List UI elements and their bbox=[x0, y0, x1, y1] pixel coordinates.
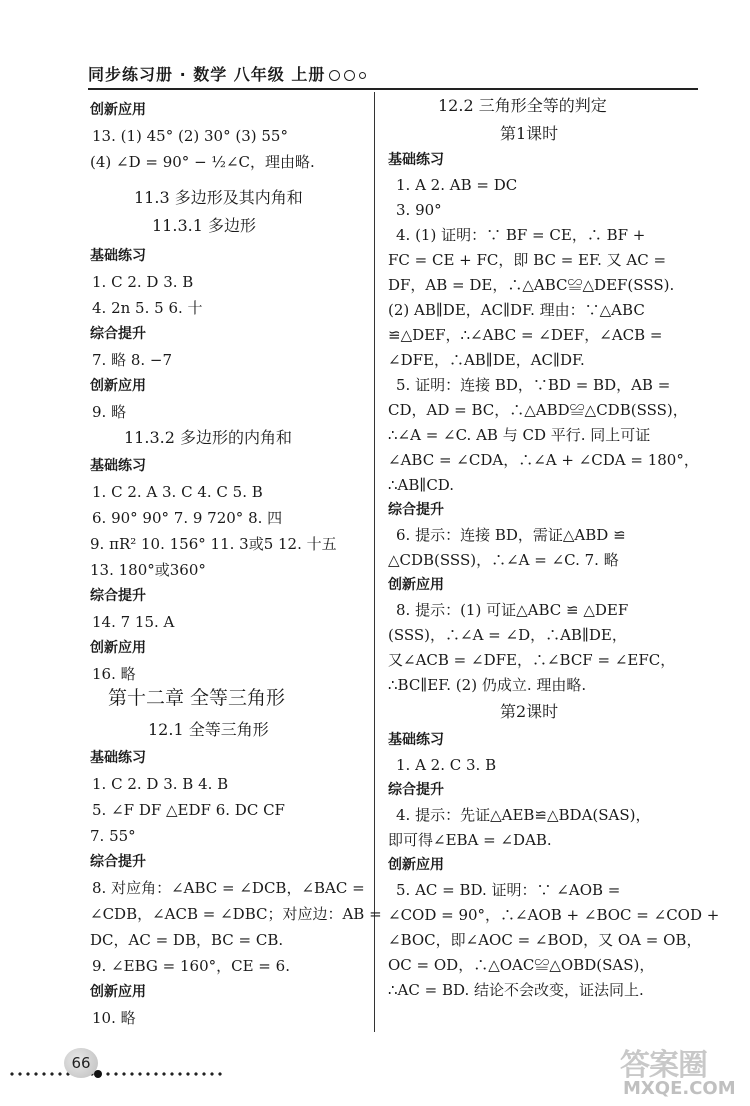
answer-line: 9. 略 bbox=[92, 403, 127, 421]
answer-line: 1. C 2. D 3. B 4. B bbox=[92, 775, 229, 793]
answer-line: ∠COD = 90°，∴∠AOB + ∠BOC = ∠COD + bbox=[388, 906, 720, 924]
answer-line: 又∠ACB = ∠DFE，∴∠BCF = ∠EFC， bbox=[388, 651, 676, 669]
section-heading: 创新应用 bbox=[388, 857, 444, 873]
section-heading: 基础练习 bbox=[90, 750, 146, 766]
page-number: 66 bbox=[71, 1054, 91, 1072]
answer-line: (2) AB∥DE，AC∥DF. 理由：∵△ABC bbox=[388, 301, 645, 319]
chapter-title: 第十二章 全等三角形 bbox=[108, 687, 286, 709]
answer-line: ∠CDB，∠ACB = ∠DBC；对应边：AB = bbox=[90, 905, 382, 923]
circle-icon bbox=[329, 70, 340, 81]
page-header bbox=[88, 58, 698, 88]
header-title-text: 同步练习册 · 数学 八年级 上册 bbox=[88, 65, 326, 84]
answer-line: (SSS)，∴∠A = ∠D，∴AB∥DE， bbox=[388, 626, 627, 644]
answer-line: 7. 55° bbox=[90, 827, 136, 845]
answer-line: ∴AC = BD. 结论不会改变，证法同上. bbox=[388, 981, 644, 999]
answer-line: 5. 证明：连接 BD，∵BD = BD，AB = bbox=[396, 376, 671, 394]
answer-line: 6. 90° 90° 7. 9 720° 8. 四 bbox=[92, 509, 283, 527]
answer-line: 7. 略 8. −7 bbox=[92, 351, 173, 369]
answer-line: 1. A 2. AB = DC bbox=[396, 176, 518, 194]
answer-line: FC = CE + FC，即 BC = EF. 又 AC = bbox=[388, 251, 667, 269]
section-title: 11.3.2 多边形的内角和 bbox=[124, 428, 292, 447]
answer-line: 8. 对应角：∠ABC = ∠DCB，∠BAC = bbox=[92, 879, 365, 897]
answer-line: 3. 90° bbox=[396, 201, 442, 219]
column-divider bbox=[374, 92, 375, 1032]
section-title: 12.2 三角形全等的判定 bbox=[438, 96, 607, 115]
answer-line: 4. 提示：先证△AEB≌△BDA(SAS)， bbox=[396, 806, 651, 824]
section-heading: 创新应用 bbox=[90, 640, 146, 656]
answer-line: ≌△DEF，∴∠ABC = ∠DEF，∠ACB = bbox=[388, 326, 663, 344]
section-heading: 创新应用 bbox=[90, 378, 146, 394]
answer-line: DC，AC = DB，BC = CB. bbox=[90, 931, 284, 949]
answer-line: ∴BC∥EF. (2) 仍成立. 理由略. bbox=[388, 676, 587, 694]
answer-line: (4) ∠D = 90° − ½∠C，理由略. bbox=[90, 153, 315, 171]
section-title: 12.1 全等三角形 bbox=[148, 720, 269, 739]
section-heading: 综合提升 bbox=[90, 854, 146, 870]
section-heading: 综合提升 bbox=[388, 782, 444, 798]
answer-line: 10. 略 bbox=[92, 1009, 136, 1027]
lesson-title: 第2课时 bbox=[500, 702, 559, 721]
answer-line: DF，AB = DE，∴△ABC≌△DEF(SSS). bbox=[388, 276, 675, 294]
header-title bbox=[88, 62, 366, 85]
answer-line: 5. ∠F DF △EDF 6. DC CF bbox=[92, 801, 285, 819]
answer-line: 4. (1) 证明：∵ BF = CE，∴ BF + bbox=[396, 226, 646, 244]
answer-line: ∴AB∥CD. bbox=[388, 476, 455, 494]
dot-icon bbox=[359, 72, 366, 79]
answer-line: 6. 提示：连接 BD，需证△ABD ≌ bbox=[396, 526, 626, 544]
page-number-badge bbox=[64, 1048, 98, 1078]
answer-line: 即可得∠EBA = ∠DAB. bbox=[388, 831, 552, 849]
lesson-title: 第1课时 bbox=[500, 124, 559, 143]
answer-line: 9. ∠EBG = 160°，CE = 6. bbox=[92, 957, 290, 975]
answer-line: △CDB(SSS)，∴∠A = ∠C. 7. 略 bbox=[388, 551, 619, 569]
answer-line: 13. (1) 45° (2) 30° (3) 55° bbox=[92, 127, 288, 145]
watermark-logo: 答案圈 bbox=[620, 1048, 707, 1083]
answer-line: CD，AD = BC，∴△ABD≌△CDB(SSS)， bbox=[388, 401, 688, 419]
section-heading: 创新应用 bbox=[388, 577, 444, 593]
header-rule bbox=[88, 88, 698, 90]
circle-icon bbox=[344, 70, 355, 81]
answer-line: 8. 提示：(1) 可证△ABC ≌ △DEF bbox=[396, 601, 629, 619]
answer-line: ∠DFE，∴AB∥DE，AC∥DF. bbox=[388, 351, 585, 369]
answer-line: OC = OD，∴△OAC≌△OBD(SAS)， bbox=[388, 956, 655, 974]
section-heading: 综合提升 bbox=[90, 326, 146, 342]
section-heading: 基础练习 bbox=[90, 458, 146, 474]
answer-line: ∠ABC = ∠CDA，∴∠A + ∠CDA = 180°， bbox=[388, 451, 699, 469]
answer-line: ∠BOC，即∠AOC = ∠BOD，又 OA = OB， bbox=[388, 931, 702, 949]
section-heading: 综合提升 bbox=[388, 502, 444, 518]
answer-line: 1. A 2. C 3. B bbox=[396, 756, 497, 774]
section-heading: 综合提升 bbox=[90, 588, 146, 604]
section-heading: 基础练习 bbox=[388, 152, 444, 168]
watermark-url: MXQE.COM bbox=[623, 1078, 736, 1099]
answer-line: 13. 180°或360° bbox=[90, 561, 206, 579]
answer-line: 1. C 2. A 3. C 4. C 5. B bbox=[92, 483, 263, 501]
page-dot-icon bbox=[94, 1070, 102, 1078]
answer-line: 16. 略 bbox=[92, 665, 136, 683]
answer-line: 1. C 2. D 3. B bbox=[92, 273, 194, 291]
section-heading: 基础练习 bbox=[90, 248, 146, 264]
answer-line: 14. 7 15. A bbox=[92, 613, 175, 631]
answer-line: 4. 2n 5. 5 6. 十 bbox=[92, 299, 203, 317]
answer-line: ∴∠A = ∠C. AB 与 CD 平行. 同上可证 bbox=[388, 426, 651, 444]
section-heading: 基础练习 bbox=[388, 732, 444, 748]
section-heading: 创新应用 bbox=[90, 984, 146, 1000]
section-title: 11.3.1 多边形 bbox=[152, 216, 256, 235]
answer-line: 5. AC = BD. 证明：∵ ∠AOB = bbox=[396, 881, 621, 899]
answer-line: 9. πR² 10. 156° 11. 3或5 12. 十五 bbox=[90, 535, 337, 553]
footer-dotted-rule bbox=[8, 1072, 223, 1076]
section-title: 11.3 多边形及其内角和 bbox=[134, 188, 303, 207]
section-heading: 创新应用 bbox=[90, 102, 146, 118]
